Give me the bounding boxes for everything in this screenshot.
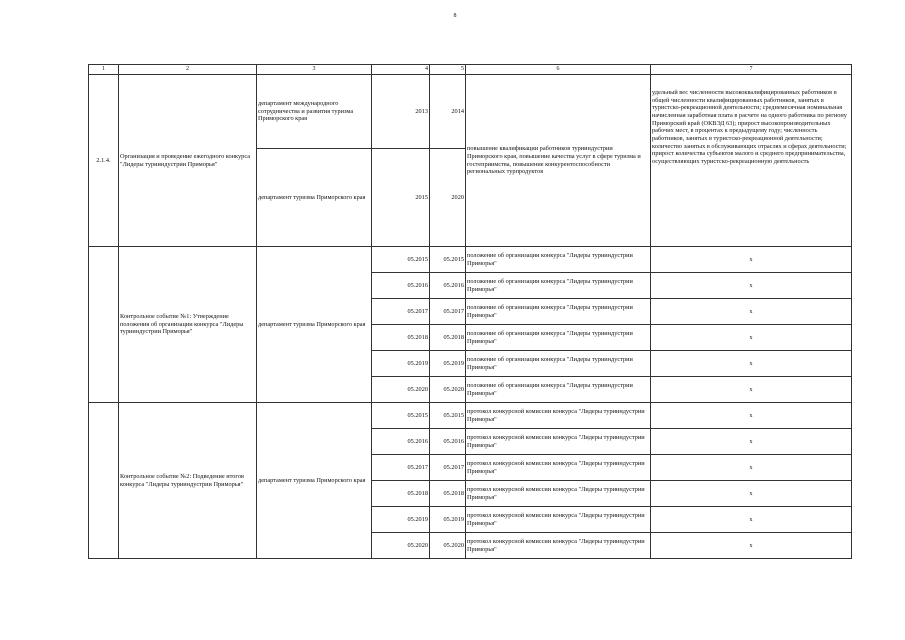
result-cell: положение об организации конкурса "Лидеры турииндустрии Приморья" <box>466 325 651 351</box>
start-cell: 05.2019 <box>372 351 430 377</box>
result-cell: положение об организации конкурса "Лидеры турииндустрии Приморья" <box>466 273 651 299</box>
indicator-mark: x <box>651 403 852 429</box>
end-cell: 2014 <box>430 75 466 149</box>
result-cell: протокол конкурсной комиссии конкурса "Лидеры турииндустрии Приморья" <box>466 403 651 429</box>
result-cell: протокол конкурсной комиссии конкурса "Лидеры турииндустрии Приморья" <box>466 507 651 533</box>
column-header-6: 6 <box>466 65 651 75</box>
start-cell: 05.2019 <box>372 507 430 533</box>
start-cell: 05.2017 <box>372 299 430 325</box>
section-number: 2.1.4. <box>89 75 119 247</box>
indicator-mark: x <box>651 481 852 507</box>
start-cell: 2013 <box>372 75 430 149</box>
end-cell: 05.2018 <box>430 325 466 351</box>
result-cell: положение об организации конкурса "Лидеры турииндустрии Приморья" <box>466 299 651 325</box>
blank-cell <box>89 403 119 559</box>
end-cell: 05.2020 <box>430 533 466 559</box>
indicators-cell: удельный вес численности высококвалифицированных работников в общей численности квалифицированных работников, занятых в туристско-рекреационной деятельности; среднемесячная номинальная начисленная заработная плата в расчете на одного работника по региону Приморский край (ОКВЭД 63); прирост высокопроизводительных рабочих мест, в процентах к предыдущему году; численность работников, занятых в туристско-рекреационной деятельности; количество занятых в обслуживающих отраслях и сферах деятельности; прирост количества субъектов малого и среднего предпринимательства, осуществляющих туристско-рекреационную деятельность <box>651 75 852 247</box>
event-name: Контрольное событие №2: Подведение итогов конкурса "Лидеры турииндустрии Приморья" <box>119 403 257 559</box>
end-cell: 05.2016 <box>430 273 466 299</box>
end-cell: 05.2015 <box>430 247 466 273</box>
indicator-mark: x <box>651 247 852 273</box>
start-cell: 05.2016 <box>372 273 430 299</box>
start-cell: 2015 <box>372 149 430 247</box>
start-cell: 05.2015 <box>372 403 430 429</box>
result-cell: положение об организации конкурса "Лидеры турииндустрии Приморья" <box>466 351 651 377</box>
result-cell: положение об организации конкурса "Лидеры турииндустрии Приморья" <box>466 247 651 273</box>
result-cell: положение об организации конкурса "Лидеры турииндустрии Приморья" <box>466 377 651 403</box>
table-row <box>89 75 852 149</box>
indicator-mark: x <box>651 299 852 325</box>
end-cell: 05.2018 <box>430 481 466 507</box>
start-cell: 05.2017 <box>372 455 430 481</box>
indicator-mark: x <box>651 429 852 455</box>
end-cell: 05.2015 <box>430 403 466 429</box>
blank-cell <box>89 247 119 403</box>
table-row <box>89 247 852 273</box>
result-cell: протокол конкурсной комиссии конкурса "Лидеры турииндустрии Приморья" <box>466 533 651 559</box>
indicator-mark: x <box>651 455 852 481</box>
column-header-4: 4 <box>372 65 430 75</box>
result-cell: протокол конкурсной комиссии конкурса "Лидеры турииндустрии Приморья" <box>466 455 651 481</box>
end-cell: 05.2017 <box>430 455 466 481</box>
start-cell: 05.2015 <box>372 247 430 273</box>
section-name: Организация и проведение ежегодного конкурса "Лидеры турииндустрии Приморья" <box>119 75 257 247</box>
start-cell: 05.2016 <box>372 429 430 455</box>
indicator-mark: x <box>651 273 852 299</box>
indicator-mark: x <box>651 377 852 403</box>
column-header-7: 7 <box>651 65 852 75</box>
executor-cell: департамент туризма Приморского края <box>257 403 372 559</box>
end-cell: 05.2019 <box>430 351 466 377</box>
indicator-mark: x <box>651 325 852 351</box>
start-cell: 05.2020 <box>372 533 430 559</box>
start-cell: 05.2018 <box>372 325 430 351</box>
end-cell: 05.2019 <box>430 507 466 533</box>
indicator-mark: x <box>651 507 852 533</box>
result-cell: протокол конкурсной комиссии конкурса "Лидеры турииндустрии Приморья" <box>466 481 651 507</box>
executor-cell: департамент туризма Приморского края <box>257 149 372 247</box>
result-cell: протокол конкурсной комиссии конкурса "Лидеры турииндустрии Приморья" <box>466 429 651 455</box>
indicator-mark: x <box>651 533 852 559</box>
page-number: 8 <box>453 13 457 19</box>
start-cell: 05.2018 <box>372 481 430 507</box>
end-cell: 05.2020 <box>430 377 466 403</box>
column-header-3: 3 <box>257 65 372 75</box>
end-cell: 2020 <box>430 149 466 247</box>
start-cell: 05.2020 <box>372 377 430 403</box>
end-cell: 05.2016 <box>430 429 466 455</box>
indicator-mark: x <box>651 351 852 377</box>
executor-cell: департамент туризма Приморского края <box>257 247 372 403</box>
header-row <box>89 65 852 75</box>
result-cell: повышение квалификации работников турииндустрии Приморского края, повышение качества услуг в сфере туризма и гостеприимства, повышение конкурентоспособности региональных турпродуктов <box>466 75 651 247</box>
event-name: Контрольное событие №1: Утверждение положения об организации конкурса "Лидеры турииндустрии Приморья" <box>119 247 257 403</box>
executor-cell: департамент международного сотрудничества и развития туризма Приморского края <box>257 75 372 149</box>
end-cell: 05.2017 <box>430 299 466 325</box>
program-table <box>88 64 852 559</box>
column-header-5: 5 <box>430 65 466 75</box>
table-row <box>89 403 852 429</box>
column-header-2: 2 <box>119 65 257 75</box>
column-header-1: 1 <box>89 65 119 75</box>
